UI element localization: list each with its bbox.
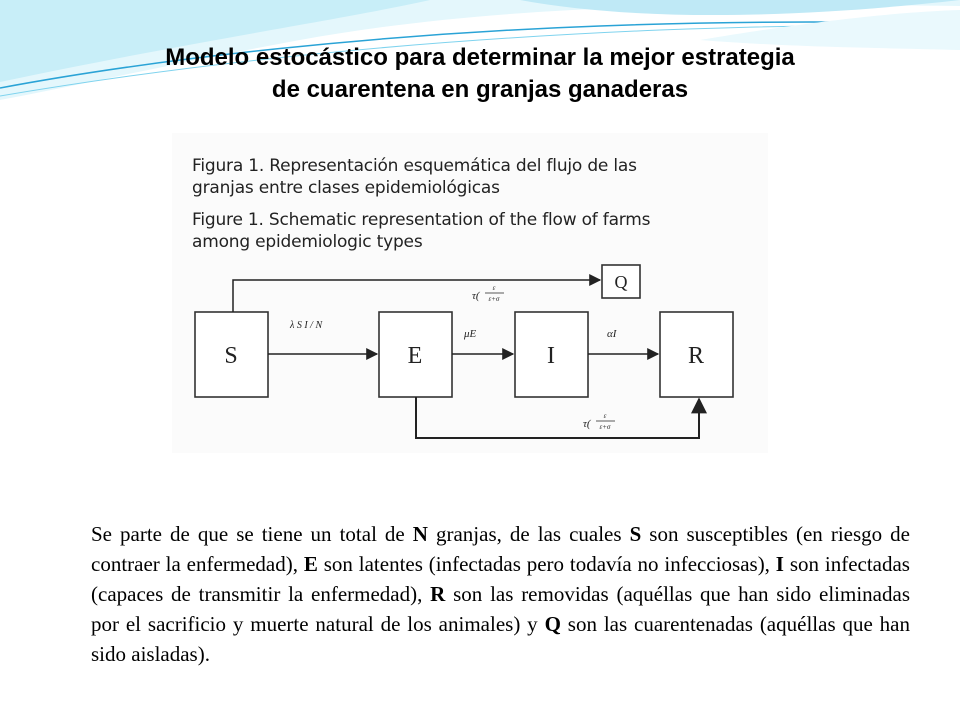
- para-bold-i: I: [775, 552, 784, 576]
- rate-e-to-r-numerator: ε: [603, 412, 607, 420]
- node-i-label: I: [547, 343, 555, 369]
- node-s-label: S: [224, 343, 238, 369]
- arrow-s-to-q: [233, 280, 600, 312]
- slide-title-line-1: Modelo estocástico para determinar la mejor estrategia: [165, 44, 795, 71]
- para-text-7: son las cuarentenadas (aquéllas que han sido aisladas).: [91, 612, 910, 666]
- rate-s-to-q-denominator: ε+σ: [488, 295, 500, 303]
- flow-diagram-svg: [172, 133, 768, 453]
- flow-diagram-figure: [172, 133, 768, 453]
- rate-s-to-e: λ S I / N: [290, 320, 323, 331]
- para-bold-r: R: [430, 582, 446, 606]
- para-text-4: son latentes (infectadas pero todavía no infecciosas),: [317, 552, 776, 576]
- rate-e-to-i: μE: [464, 328, 477, 340]
- para-text-6: son las removidas (aquéllas que han sido eliminadas por el sacrificio y muerte natural de los animales) y: [91, 582, 910, 636]
- para-text-3: son susceptibles (en riesgo de contraer la enfermedad),: [91, 522, 910, 576]
- node-r-label: R: [687, 343, 705, 369]
- para-bold-q: Q: [544, 612, 561, 636]
- para-text-5: son infectadas (capaces de transmitir la enfermedad),: [91, 552, 910, 606]
- rate-s-to-q-prefix: τ(: [472, 290, 480, 302]
- para-bold-n: N: [412, 522, 428, 546]
- arrow-e-to-r: [416, 397, 699, 438]
- para-bold-s: S: [629, 522, 642, 546]
- caption-spanish-line-2: granjas entre clases epidemiológicas: [192, 178, 500, 198]
- caption-english-line-1: Figure 1. Schematic representation of the flow of farms: [192, 210, 651, 230]
- para-text-2: granjas, de las cuales: [427, 522, 630, 546]
- rate-i-to-r: αI: [607, 328, 617, 340]
- slide-title: [60, 42, 900, 106]
- caption-english-line-2: among epidemiologic types: [192, 232, 423, 252]
- slide-title-line-2: de cuarentena en granjas ganaderas: [271, 76, 689, 103]
- node-q-label: Q: [614, 272, 628, 292]
- caption-spanish-line-1: Figura 1. Representación esquemática del flujo de las: [192, 156, 637, 176]
- rate-e-to-r-denominator: ε+σ: [599, 423, 611, 431]
- node-e-label: E: [407, 343, 423, 369]
- para-text-1: Se parte de que se tiene un total de: [91, 522, 413, 546]
- description-paragraph: [91, 519, 910, 669]
- para-bold-e: E: [303, 552, 318, 576]
- rate-e-to-r-prefix: τ(: [583, 418, 591, 430]
- rate-s-to-q-numerator: ε: [492, 284, 496, 292]
